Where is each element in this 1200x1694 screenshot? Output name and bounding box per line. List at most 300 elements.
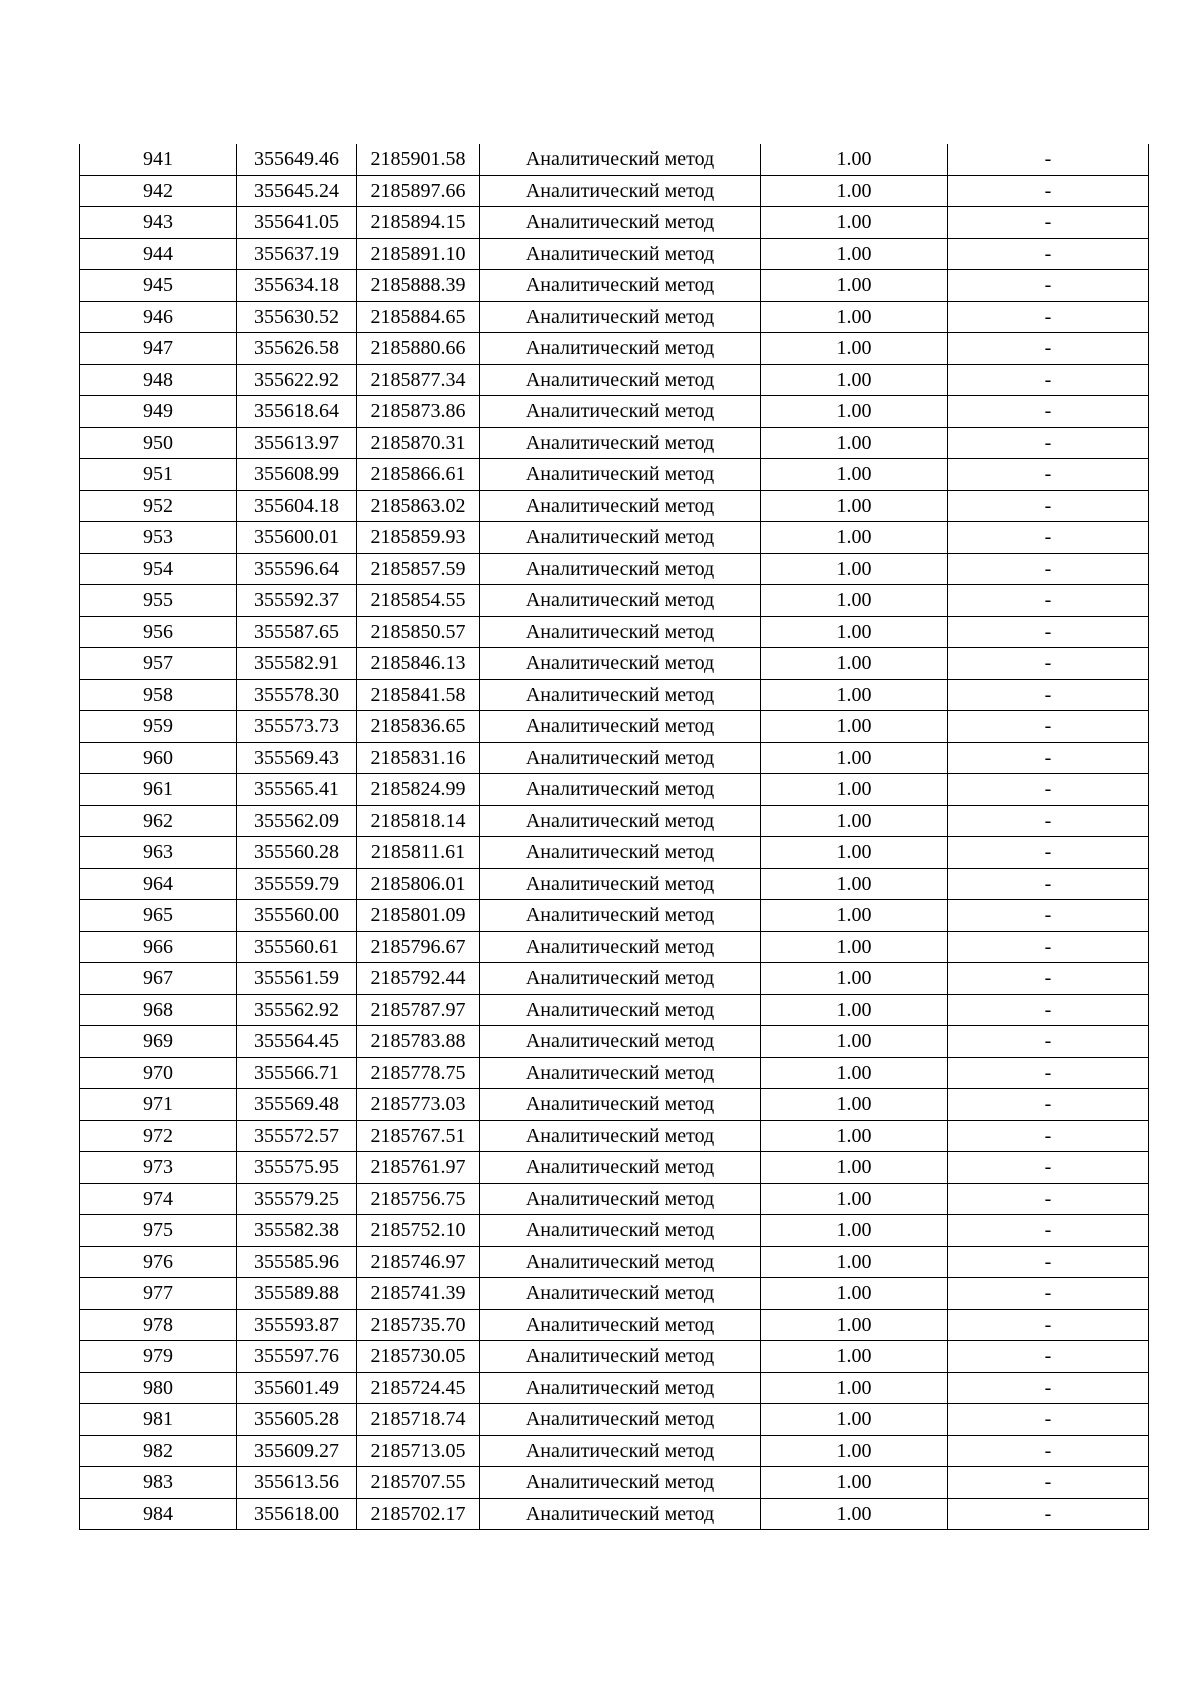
x-coordinate-cell: 355575.95 [237,1152,357,1184]
method-cell: Аналитический метод [480,774,761,806]
table-row [80,1152,1149,1184]
table-row [80,396,1149,428]
point-number-cell: 948 [80,364,237,396]
point-number-cell: 942 [80,175,237,207]
point-number-cell: 944 [80,238,237,270]
note-cell: - [948,553,1149,585]
y-coordinate-cell: 2185894.15 [357,207,480,239]
point-number-cell: 956 [80,616,237,648]
x-coordinate-cell: 355560.00 [237,900,357,932]
point-number-cell: 979 [80,1341,237,1373]
method-cell: Аналитический метод [480,1215,761,1247]
accuracy-cell: 1.00 [761,931,948,963]
point-number-cell: 983 [80,1467,237,1499]
point-number-cell: 970 [80,1057,237,1089]
point-number-cell: 982 [80,1435,237,1467]
table-row [80,1183,1149,1215]
x-coordinate-cell: 355561.59 [237,963,357,995]
x-coordinate-cell: 355622.92 [237,364,357,396]
y-coordinate-cell: 2185746.97 [357,1246,480,1278]
method-cell: Аналитический метод [480,1498,761,1530]
method-cell: Аналитический метод [480,1246,761,1278]
note-cell: - [948,868,1149,900]
note-cell: - [948,238,1149,270]
point-number-cell: 959 [80,711,237,743]
note-cell: - [948,994,1149,1026]
y-coordinate-cell: 2185796.67 [357,931,480,963]
accuracy-cell: 1.00 [761,837,948,869]
method-cell: Аналитический метод [480,931,761,963]
note-cell: - [948,396,1149,428]
y-coordinate-cell: 2185741.39 [357,1278,480,1310]
table-row [80,648,1149,680]
table-row [80,459,1149,491]
x-coordinate-cell: 355592.37 [237,585,357,617]
accuracy-cell: 1.00 [761,616,948,648]
note-cell: - [948,175,1149,207]
accuracy-cell: 1.00 [761,1498,948,1530]
method-cell: Аналитический метод [480,364,761,396]
accuracy-cell: 1.00 [761,805,948,837]
table-row [80,900,1149,932]
method-cell: Аналитический метод [480,1372,761,1404]
y-coordinate-cell: 2185752.10 [357,1215,480,1247]
table-row [80,931,1149,963]
method-cell: Аналитический метод [480,333,761,365]
method-cell: Аналитический метод [480,207,761,239]
point-number-cell: 966 [80,931,237,963]
x-coordinate-cell: 355604.18 [237,490,357,522]
x-coordinate-cell: 355589.88 [237,1278,357,1310]
table-row [80,1372,1149,1404]
method-cell: Аналитический метод [480,616,761,648]
point-number-cell: 961 [80,774,237,806]
method-cell: Аналитический метод [480,742,761,774]
accuracy-cell: 1.00 [761,1309,948,1341]
point-number-cell: 971 [80,1089,237,1121]
x-coordinate-cell: 355560.28 [237,837,357,869]
point-number-cell: 943 [80,207,237,239]
point-number-cell: 953 [80,522,237,554]
accuracy-cell: 1.00 [761,585,948,617]
point-number-cell: 952 [80,490,237,522]
method-cell: Аналитический метод [480,238,761,270]
y-coordinate-cell: 2185783.88 [357,1026,480,1058]
accuracy-cell: 1.00 [761,490,948,522]
accuracy-cell: 1.00 [761,900,948,932]
note-cell: - [948,963,1149,995]
y-coordinate-cell: 2185841.58 [357,679,480,711]
table-row [80,1246,1149,1278]
note-cell: - [948,1057,1149,1089]
accuracy-cell: 1.00 [761,868,948,900]
accuracy-cell: 1.00 [761,1026,948,1058]
point-number-cell: 958 [80,679,237,711]
point-number-cell: 963 [80,837,237,869]
accuracy-cell: 1.00 [761,427,948,459]
method-cell: Аналитический метод [480,1309,761,1341]
x-coordinate-cell: 355569.43 [237,742,357,774]
accuracy-cell: 1.00 [761,207,948,239]
method-cell: Аналитический метод [480,427,761,459]
x-coordinate-cell: 355618.00 [237,1498,357,1530]
table-row [80,1026,1149,1058]
y-coordinate-cell: 2185880.66 [357,333,480,365]
coordinates-table [79,144,1149,1530]
note-cell: - [948,1089,1149,1121]
y-coordinate-cell: 2185787.97 [357,994,480,1026]
method-cell: Аналитический метод [480,1435,761,1467]
table-row [80,301,1149,333]
note-cell: - [948,1152,1149,1184]
note-cell: - [948,333,1149,365]
note-cell: - [948,270,1149,302]
accuracy-cell: 1.00 [761,175,948,207]
y-coordinate-cell: 2185773.03 [357,1089,480,1121]
x-coordinate-cell: 355630.52 [237,301,357,333]
y-coordinate-cell: 2185854.55 [357,585,480,617]
table-row [80,1057,1149,1089]
accuracy-cell: 1.00 [761,364,948,396]
point-number-cell: 974 [80,1183,237,1215]
accuracy-cell: 1.00 [761,1404,948,1436]
table-row [80,427,1149,459]
x-coordinate-cell: 355565.41 [237,774,357,806]
y-coordinate-cell: 2185877.34 [357,364,480,396]
x-coordinate-cell: 355579.25 [237,1183,357,1215]
method-cell: Аналитический метод [480,805,761,837]
point-number-cell: 968 [80,994,237,1026]
method-cell: Аналитический метод [480,490,761,522]
point-number-cell: 964 [80,868,237,900]
y-coordinate-cell: 2185884.65 [357,301,480,333]
x-coordinate-cell: 355600.01 [237,522,357,554]
method-cell: Аналитический метод [480,963,761,995]
y-coordinate-cell: 2185891.10 [357,238,480,270]
y-coordinate-cell: 2185901.58 [357,144,480,175]
point-number-cell: 972 [80,1120,237,1152]
accuracy-cell: 1.00 [761,1120,948,1152]
x-coordinate-cell: 355626.58 [237,333,357,365]
method-cell: Аналитический метод [480,1057,761,1089]
table-row [80,616,1149,648]
method-cell: Аналитический метод [480,175,761,207]
x-coordinate-cell: 355593.87 [237,1309,357,1341]
note-cell: - [948,301,1149,333]
point-number-cell: 957 [80,648,237,680]
note-cell: - [948,144,1149,175]
note-cell: - [948,522,1149,554]
x-coordinate-cell: 355608.99 [237,459,357,491]
note-cell: - [948,427,1149,459]
method-cell: Аналитический метод [480,270,761,302]
x-coordinate-cell: 355578.30 [237,679,357,711]
table-row [80,805,1149,837]
y-coordinate-cell: 2185888.39 [357,270,480,302]
table-row [80,1309,1149,1341]
accuracy-cell: 1.00 [761,1246,948,1278]
accuracy-cell: 1.00 [761,711,948,743]
table-row [80,963,1149,995]
note-cell: - [948,1026,1149,1058]
table-row [80,1404,1149,1436]
accuracy-cell: 1.00 [761,648,948,680]
method-cell: Аналитический метод [480,1183,761,1215]
point-number-cell: 954 [80,553,237,585]
accuracy-cell: 1.00 [761,742,948,774]
y-coordinate-cell: 2185870.31 [357,427,480,459]
table-row [80,679,1149,711]
point-number-cell: 960 [80,742,237,774]
y-coordinate-cell: 2185831.16 [357,742,480,774]
table-row [80,522,1149,554]
accuracy-cell: 1.00 [761,1341,948,1373]
x-coordinate-cell: 355618.64 [237,396,357,428]
method-cell: Аналитический метод [480,648,761,680]
note-cell: - [948,837,1149,869]
note-cell: - [948,742,1149,774]
method-cell: Аналитический метод [480,1120,761,1152]
accuracy-cell: 1.00 [761,333,948,365]
note-cell: - [948,616,1149,648]
x-coordinate-cell: 355605.28 [237,1404,357,1436]
point-number-cell: 949 [80,396,237,428]
x-coordinate-cell: 355596.64 [237,553,357,585]
table-row [80,270,1149,302]
table-row [80,364,1149,396]
coordinates-table-body [80,144,1149,1530]
y-coordinate-cell: 2185873.86 [357,396,480,428]
method-cell: Аналитический метод [480,1467,761,1499]
table-row [80,333,1149,365]
point-number-cell: 973 [80,1152,237,1184]
method-cell: Аналитический метод [480,396,761,428]
point-number-cell: 955 [80,585,237,617]
method-cell: Аналитический метод [480,679,761,711]
note-cell: - [948,490,1149,522]
x-coordinate-cell: 355613.97 [237,427,357,459]
note-cell: - [948,364,1149,396]
y-coordinate-cell: 2185713.05 [357,1435,480,1467]
point-number-cell: 969 [80,1026,237,1058]
table-row [80,1341,1149,1373]
y-coordinate-cell: 2185897.66 [357,175,480,207]
point-number-cell: 984 [80,1498,237,1530]
point-number-cell: 945 [80,270,237,302]
x-coordinate-cell: 355597.76 [237,1341,357,1373]
accuracy-cell: 1.00 [761,270,948,302]
accuracy-cell: 1.00 [761,994,948,1026]
table-row [80,1089,1149,1121]
note-cell: - [948,1309,1149,1341]
point-number-cell: 962 [80,805,237,837]
point-number-cell: 965 [80,900,237,932]
accuracy-cell: 1.00 [761,396,948,428]
note-cell: - [948,585,1149,617]
x-coordinate-cell: 355562.92 [237,994,357,1026]
note-cell: - [948,207,1149,239]
point-number-cell: 977 [80,1278,237,1310]
method-cell: Аналитический метод [480,900,761,932]
y-coordinate-cell: 2185767.51 [357,1120,480,1152]
accuracy-cell: 1.00 [761,1435,948,1467]
method-cell: Аналитический метод [480,711,761,743]
table-row [80,1278,1149,1310]
accuracy-cell: 1.00 [761,238,948,270]
note-cell: - [948,1435,1149,1467]
method-cell: Аналитический метод [480,1278,761,1310]
note-cell: - [948,1467,1149,1499]
accuracy-cell: 1.00 [761,553,948,585]
x-coordinate-cell: 355582.91 [237,648,357,680]
note-cell: - [948,1246,1149,1278]
point-number-cell: 975 [80,1215,237,1247]
table-row [80,553,1149,585]
y-coordinate-cell: 2185707.55 [357,1467,480,1499]
note-cell: - [948,711,1149,743]
table-row [80,207,1149,239]
x-coordinate-cell: 355562.09 [237,805,357,837]
x-coordinate-cell: 355649.46 [237,144,357,175]
accuracy-cell: 1.00 [761,1152,948,1184]
table-row [80,585,1149,617]
point-number-cell: 951 [80,459,237,491]
method-cell: Аналитический метод [480,301,761,333]
method-cell: Аналитический метод [480,1026,761,1058]
point-number-cell: 967 [80,963,237,995]
note-cell: - [948,774,1149,806]
accuracy-cell: 1.00 [761,679,948,711]
method-cell: Аналитический метод [480,837,761,869]
accuracy-cell: 1.00 [761,1057,948,1089]
x-coordinate-cell: 355587.65 [237,616,357,648]
table-row [80,1435,1149,1467]
table-row [80,837,1149,869]
x-coordinate-cell: 355634.18 [237,270,357,302]
note-cell: - [948,805,1149,837]
y-coordinate-cell: 2185866.61 [357,459,480,491]
table-row [80,711,1149,743]
y-coordinate-cell: 2185801.09 [357,900,480,932]
accuracy-cell: 1.00 [761,522,948,554]
accuracy-cell: 1.00 [761,774,948,806]
note-cell: - [948,459,1149,491]
y-coordinate-cell: 2185756.75 [357,1183,480,1215]
x-coordinate-cell: 355559.79 [237,868,357,900]
y-coordinate-cell: 2185857.59 [357,553,480,585]
table-row [80,238,1149,270]
method-cell: Аналитический метод [480,1152,761,1184]
note-cell: - [948,1404,1149,1436]
y-coordinate-cell: 2185778.75 [357,1057,480,1089]
method-cell: Аналитический метод [480,1089,761,1121]
table-row [80,1467,1149,1499]
y-coordinate-cell: 2185702.17 [357,1498,480,1530]
x-coordinate-cell: 355645.24 [237,175,357,207]
accuracy-cell: 1.00 [761,459,948,491]
y-coordinate-cell: 2185761.97 [357,1152,480,1184]
accuracy-cell: 1.00 [761,1372,948,1404]
method-cell: Аналитический метод [480,868,761,900]
accuracy-cell: 1.00 [761,1089,948,1121]
method-cell: Аналитический метод [480,1341,761,1373]
note-cell: - [948,1278,1149,1310]
point-number-cell: 976 [80,1246,237,1278]
point-number-cell: 950 [80,427,237,459]
y-coordinate-cell: 2185730.05 [357,1341,480,1373]
y-coordinate-cell: 2185811.61 [357,837,480,869]
point-number-cell: 981 [80,1404,237,1436]
table-row [80,742,1149,774]
note-cell: - [948,1215,1149,1247]
method-cell: Аналитический метод [480,144,761,175]
table-row [80,1120,1149,1152]
table-row [80,868,1149,900]
y-coordinate-cell: 2185850.57 [357,616,480,648]
note-cell: - [948,1498,1149,1530]
y-coordinate-cell: 2185863.02 [357,490,480,522]
table-row [80,490,1149,522]
point-number-cell: 946 [80,301,237,333]
y-coordinate-cell: 2185718.74 [357,1404,480,1436]
method-cell: Аналитический метод [480,994,761,1026]
note-cell: - [948,1372,1149,1404]
x-coordinate-cell: 355564.45 [237,1026,357,1058]
method-cell: Аналитический метод [480,459,761,491]
note-cell: - [948,1120,1149,1152]
x-coordinate-cell: 355566.71 [237,1057,357,1089]
y-coordinate-cell: 2185846.13 [357,648,480,680]
y-coordinate-cell: 2185818.14 [357,805,480,837]
note-cell: - [948,648,1149,680]
y-coordinate-cell: 2185859.93 [357,522,480,554]
y-coordinate-cell: 2185792.44 [357,963,480,995]
point-number-cell: 980 [80,1372,237,1404]
x-coordinate-cell: 355601.49 [237,1372,357,1404]
accuracy-cell: 1.00 [761,1467,948,1499]
table-row [80,144,1149,175]
point-number-cell: 941 [80,144,237,175]
accuracy-cell: 1.00 [761,1278,948,1310]
method-cell: Аналитический метод [480,1404,761,1436]
table-row [80,774,1149,806]
x-coordinate-cell: 355641.05 [237,207,357,239]
y-coordinate-cell: 2185836.65 [357,711,480,743]
y-coordinate-cell: 2185724.45 [357,1372,480,1404]
x-coordinate-cell: 355609.27 [237,1435,357,1467]
point-number-cell: 947 [80,333,237,365]
x-coordinate-cell: 355573.73 [237,711,357,743]
note-cell: - [948,900,1149,932]
y-coordinate-cell: 2185824.99 [357,774,480,806]
x-coordinate-cell: 355585.96 [237,1246,357,1278]
method-cell: Аналитический метод [480,553,761,585]
accuracy-cell: 1.00 [761,144,948,175]
x-coordinate-cell: 355560.61 [237,931,357,963]
y-coordinate-cell: 2185735.70 [357,1309,480,1341]
accuracy-cell: 1.00 [761,963,948,995]
note-cell: - [948,931,1149,963]
accuracy-cell: 1.00 [761,1215,948,1247]
note-cell: - [948,1341,1149,1373]
table-row [80,1498,1149,1530]
y-coordinate-cell: 2185806.01 [357,868,480,900]
table-row [80,175,1149,207]
note-cell: - [948,679,1149,711]
method-cell: Аналитический метод [480,522,761,554]
x-coordinate-cell: 355569.48 [237,1089,357,1121]
accuracy-cell: 1.00 [761,1183,948,1215]
